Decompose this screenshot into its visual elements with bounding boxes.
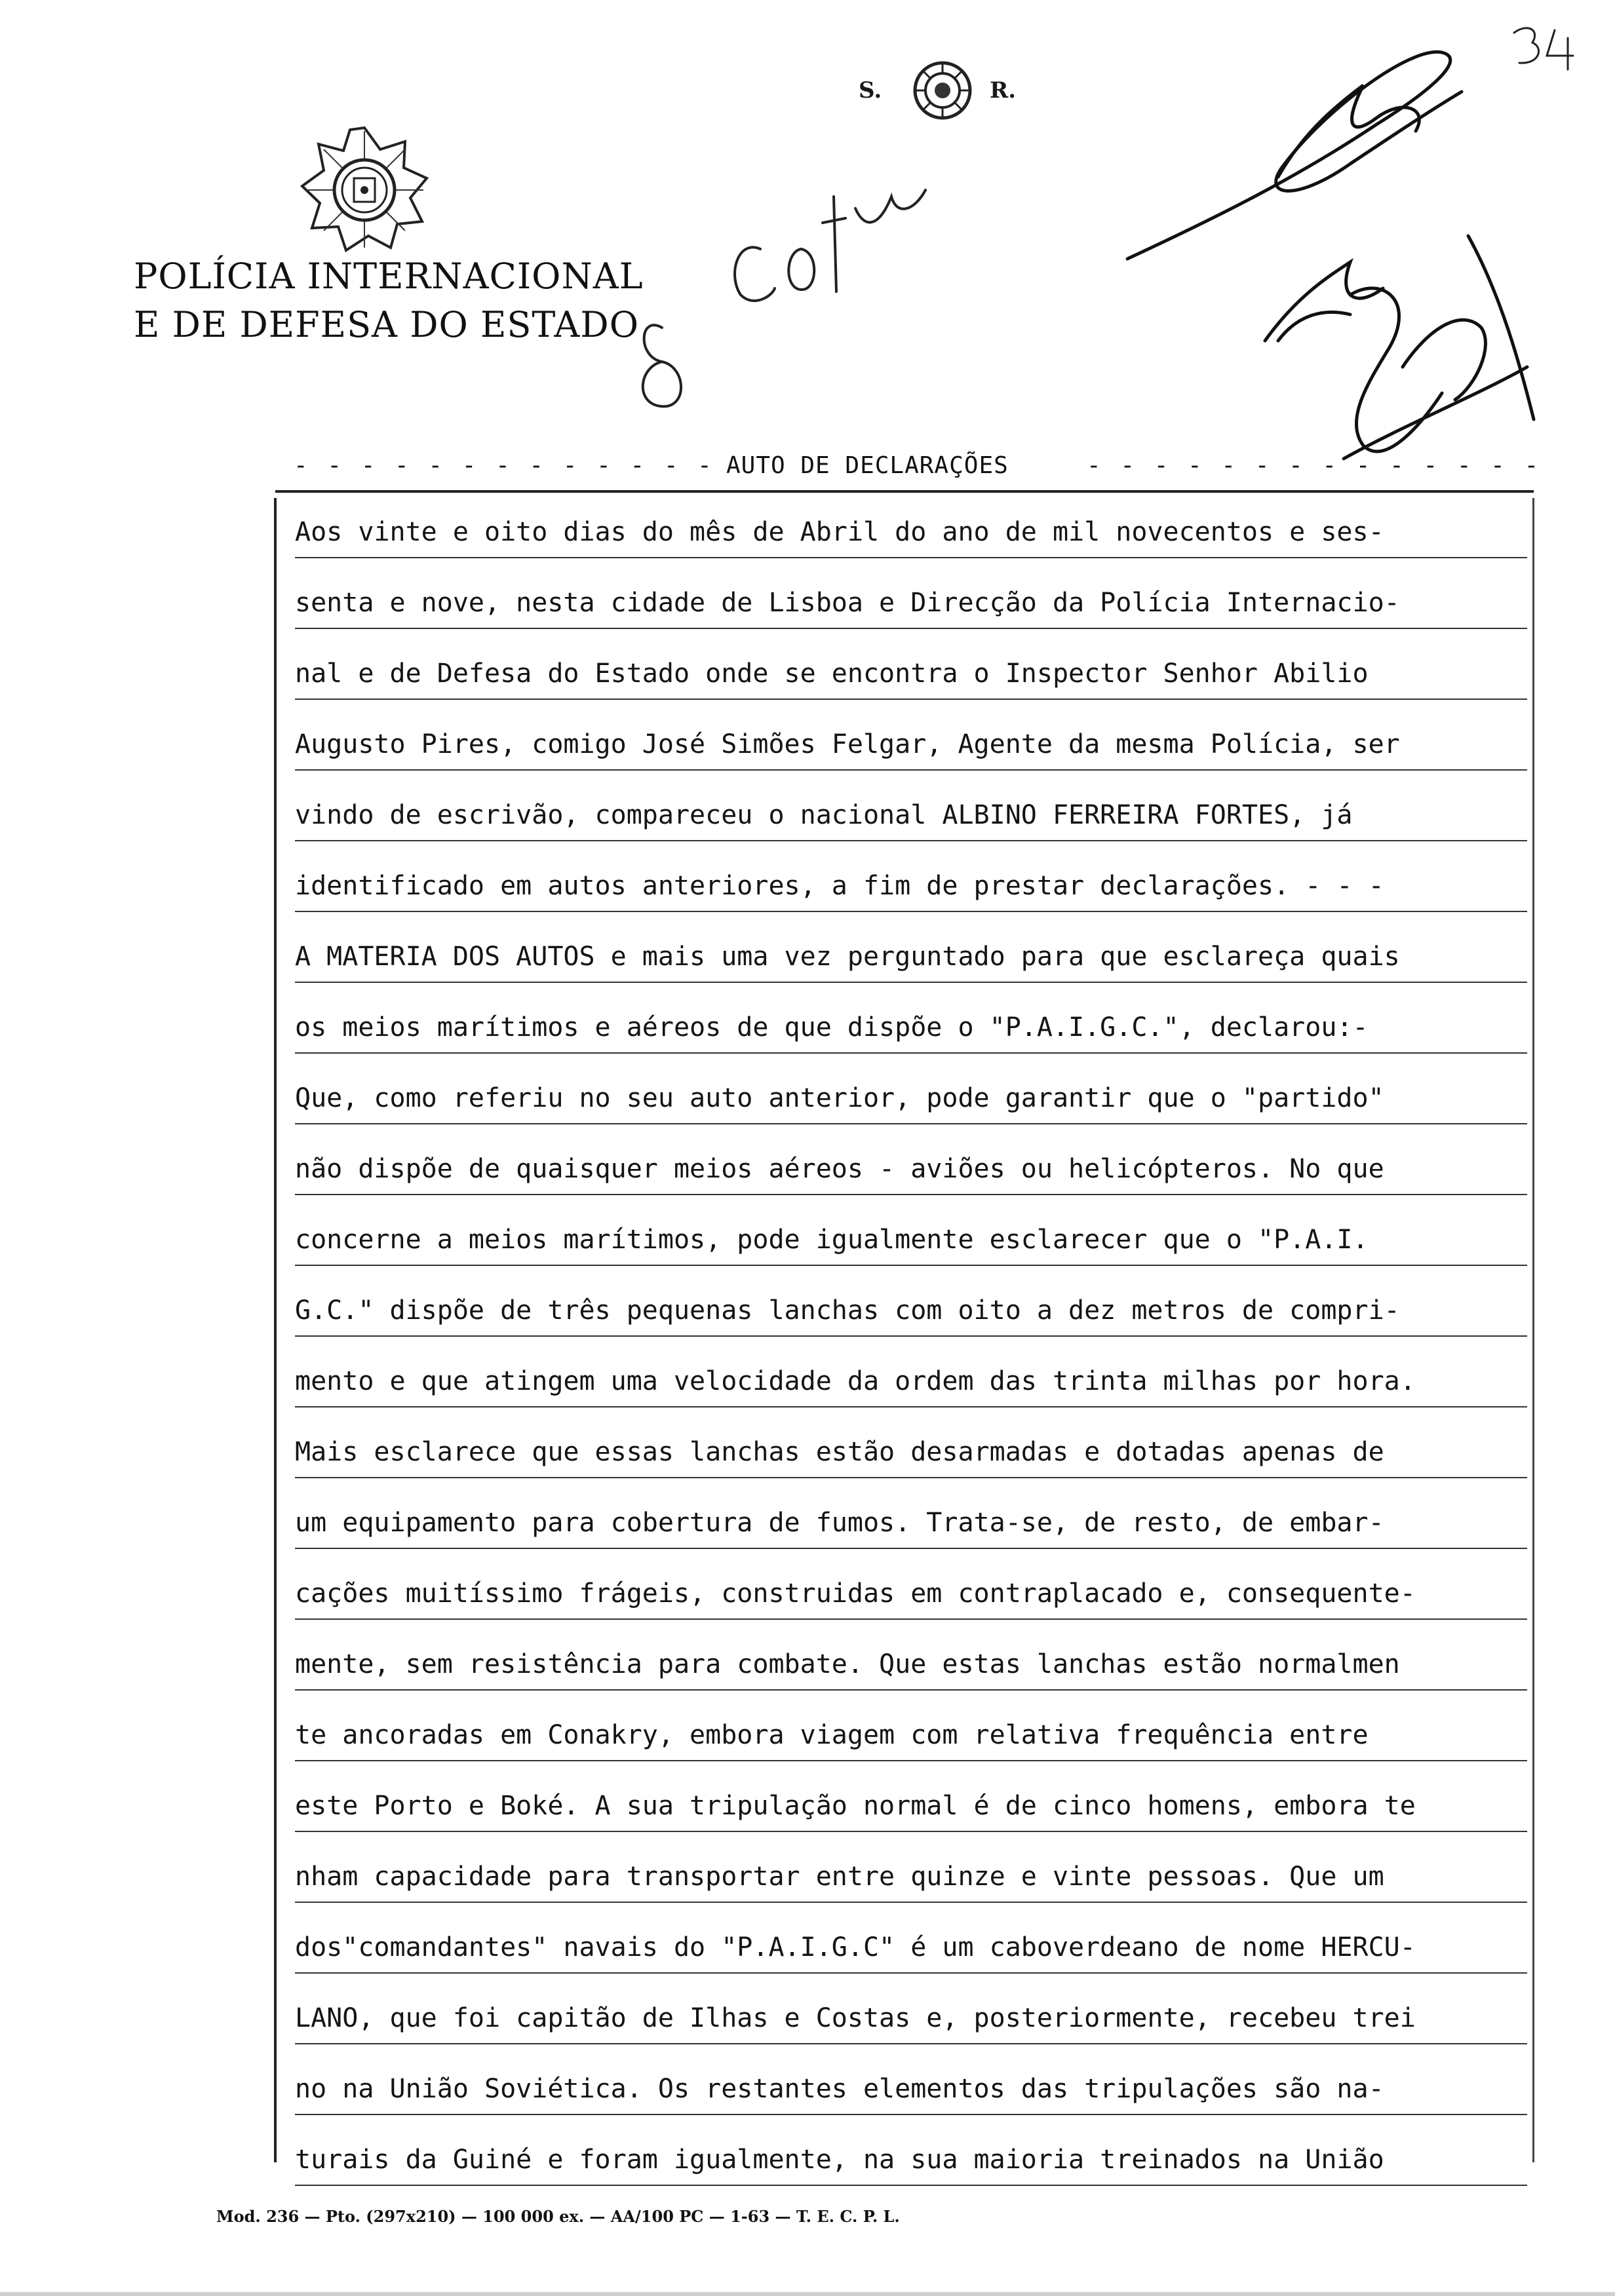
ruled-line <box>295 911 1527 912</box>
title-dashes-right: - - - - - - - - - - - - - - <box>1087 452 1542 479</box>
text-line: um equipamento para cobertura de fumos. Trata-se, de resto, de embar- <box>295 1508 1384 1538</box>
text-line: Que, como referiu no seu auto anterior, pode garantir que o "partido" <box>295 1083 1384 1113</box>
document-title: AUTO DE DECLARAÇÕES <box>726 452 1009 479</box>
ruled-line <box>295 840 1527 841</box>
top-rule <box>275 490 1534 493</box>
right-margin-line <box>1532 498 1534 2162</box>
text-line: nal e de Defesa do Estado onde se encontra o Inspector Senhor Abilio <box>295 659 1369 689</box>
left-margin-line <box>274 498 277 2162</box>
text-line: A MATERIA DOS AUTOS e mais uma vez perguntado para que esclareça quais <box>295 942 1400 972</box>
sr-right-letter: R. <box>990 77 1017 104</box>
ruled-line <box>295 1689 1527 1691</box>
text-line: vindo de escrivão, compareceu o nacional ALBINO FERREIRA FORTES, já <box>295 800 1353 830</box>
ruled-line <box>295 769 1527 771</box>
text-line: senta e nove, nesta cidade de Lisboa e Direcção da Polícia Internacio- <box>295 588 1400 618</box>
ruled-line <box>295 1902 1527 1903</box>
ruled-line <box>295 1548 1527 1549</box>
ruled-line <box>295 1052 1527 1054</box>
ruled-line <box>295 1618 1527 1620</box>
text-line: te ancoradas em Conakry, embora viagem com relativa frequência entre <box>295 1720 1369 1750</box>
text-line: este Porto e Boké. A sua tripulação normal é de cinco homens, embora te <box>295 1791 1416 1821</box>
handwritten-note-icon <box>643 190 925 406</box>
ruled-line <box>295 2043 1527 2044</box>
ruled-line <box>295 1477 1527 1478</box>
text-line: Aos vinte e oito dias do mês de Abril do ano de mil novecentos e ses- <box>295 517 1384 547</box>
handwritten-annotations <box>0 0 1615 524</box>
text-line: concerne a meios marítimos, pode igualmente esclarecer que o "P.A.I. <box>295 1225 1369 1255</box>
text-line: nham capacidade para transportar entre quinze e vinte pessoas. Que um <box>295 1862 1384 1892</box>
ruled-line <box>295 698 1527 700</box>
text-line: identificado em autos anteriores, a fim de prestar declarações. - - - <box>295 871 1384 901</box>
ruled-line <box>295 1265 1527 1266</box>
ruled-line <box>295 1972 1527 1974</box>
ruled-line <box>295 628 1527 629</box>
ruled-line <box>295 2185 1527 2186</box>
ruled-line <box>295 557 1527 558</box>
agency-name-line-1: POLÍCIA INTERNACIONAL <box>134 256 644 297</box>
ruled-line <box>295 1194 1527 1195</box>
signature-icon <box>1127 52 1534 459</box>
text-line: no na União Soviética. Os restantes elementos das tripulações são na- <box>295 2074 1384 2104</box>
agency-name-line-2: E DE DEFESA DO ESTADO <box>134 304 639 345</box>
text-line: LANO, que foi capitão de Ilhas e Costas e, posteriormente, recebeu trei <box>295 2003 1416 2033</box>
ruled-line <box>295 1335 1527 1337</box>
ruled-line <box>295 2114 1527 2115</box>
text-line: cações muitíssimo frágeis, construidas em contraplacado e, consequente- <box>295 1578 1416 1609</box>
page-number-icon <box>1514 28 1573 69</box>
text-line: G.C." dispõe de três pequenas lanchas com oito a dez metros de compri- <box>295 1295 1400 1326</box>
title-dashes-left: - - - - - - - - - - - - - <box>294 452 714 479</box>
ruled-line <box>295 1123 1527 1124</box>
document-title-row <box>294 452 1542 491</box>
ruled-line <box>295 1406 1527 1407</box>
text-line: não dispõe de quaisquer meios aéreos - aviões ou helicópteros. No que <box>295 1154 1384 1184</box>
text-line: dos"comandantes" navais do "P.A.I.G.C" é um caboverdeano de nome HERCU- <box>295 1932 1416 1962</box>
text-line: mento e que atingem uma velocidade da ordem das trinta milhas por hora. <box>295 1366 1416 1396</box>
scan-edge <box>0 2292 1615 2296</box>
form-footer: Mod. 236 — Pto. (297x210) — 100 000 ex. — AA/100 PC — 1-63 — T. E. C. P. L. <box>216 2207 900 2226</box>
text-line: mente, sem resistência para combate. Que estas lanchas estão normalmen <box>295 1649 1400 1679</box>
ruled-line <box>295 982 1527 983</box>
text-line: turais da Guiné e foram igualmente, na sua maioria treinados na União <box>295 2145 1384 2175</box>
ruled-line <box>295 1760 1527 1761</box>
text-line: os meios marítimos e aéreos de que dispõe o "P.A.I.G.C.", declarou:- <box>295 1012 1369 1043</box>
text-line: Augusto Pires, comigo José Simões Felgar, Agente da mesma Polícia, ser <box>295 729 1400 759</box>
text-line: Mais esclarece que essas lanchas estão desarmadas e dotadas apenas de <box>295 1437 1384 1467</box>
ruled-line <box>295 1831 1527 1832</box>
sr-left-letter: S. <box>859 77 882 104</box>
